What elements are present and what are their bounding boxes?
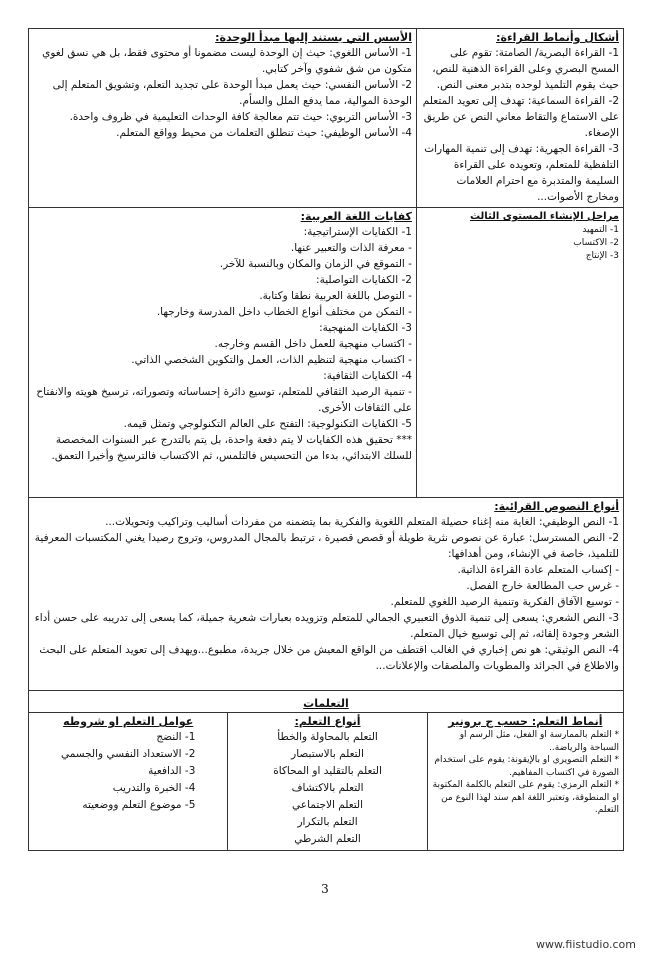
learning-table [28, 713, 624, 851]
text-type-line: - غرس حب المطالعة خارج الفصل. [466, 580, 619, 592]
reading-forms-cell [416, 29, 623, 208]
composition-stages-title: مراحل الإنشاء المستوى الثالث [469, 211, 619, 222]
list-item: 2- الاستعداد النفسي والجسمي [60, 748, 196, 760]
competency-line: - اكتساب منهجية للعمل داخل القسم وخارجه. [214, 338, 412, 350]
principle-4: 4- الأساس الوظيفي: حيث تنطلق التعلمات من محيط وواقع المتعلم. [116, 127, 412, 139]
reading-form-2: 2- القراءة السماعية: تهدف إلى تعويد المتعلم على الاستماع والتقاط معاني النص عن طريق الإصغاء. [422, 95, 619, 139]
watermark: www.fiistudio.com [535, 938, 636, 951]
text-type-line: 3- النص الشعري: يسعى إلى تنمية الذوق التعبيري الجمالي للمتعلم وتزويده بعبارات شعرية جميلة، كما يسعى إلى تدريبه على حسن أداء الشعر وجودة إلقائه، ثم إلى توسيع خيال المتعلم. [34, 612, 619, 640]
learnings-title: التعلمات [303, 697, 349, 710]
list-item: التعلم بالاستبصار [291, 748, 364, 760]
arabic-competencies-title: كفايات اللغة العربية: [300, 210, 412, 223]
competency-note: *** تحقيق هذه الكفايات لا يتم دفعة واحدة، بل يتم بالتدرج عبر السنوات المخصصة للسلك الابتدائي، بدءا من التحسيس فالتلمس، ثم الاكتساب فالترسيخ وأخيرا التعمق. [51, 434, 412, 462]
reading-forms-title: أشكال وأنماط القراءة: [496, 31, 619, 44]
unit-principles-cell [29, 29, 417, 208]
reading-texts-title: أنواع النصوص القرائية: [494, 500, 619, 513]
competency-line: 1- الكفايات الإستراتيجية: [303, 226, 412, 238]
list-item: 3- الإنتاج [585, 251, 619, 261]
principle-1: 1- الأساس اللغوي: حيث إن الوحدة ليست مضمونا أو محتوى فقط، بل هي نسق لغوي متكون من شق شفوي وآخر كتابي. [42, 47, 412, 75]
text-type-line: - توسيع الآفاق الفكرية وتنمية الرصيد اللغوي للمتعلم. [390, 596, 619, 608]
text-type-line: 1- النص الوظيفي: الغاية منه إغناء حصيلة المتعلم اللغوية والفكرية بما يتضمنه من مفردات أساليب وتراكيب وتحويلات... [105, 516, 619, 528]
learning-types-title: أنواع التعلم: [294, 715, 361, 728]
composition-stages-list [421, 224, 619, 263]
bruner-title: أنماط التعلم: حسب ج برونير [448, 715, 603, 728]
learning-factors-title: عوامل التعلم او شروطه [63, 715, 194, 728]
competency-line: 2- الكفايات التواصلية: [316, 274, 412, 286]
learning-types-list [232, 729, 422, 848]
principle-3: 3- الأساس التربوي: حيث تتم معالجة كافة الوحدات التعليمية في ظروف واحدة. [69, 111, 412, 123]
learning-factors-list [33, 729, 223, 814]
bruner-line: * التعلم بالممارسة او الفعل، مثل الرسم او السباحة والرياضة.. [459, 730, 619, 753]
competency-line: 5- الكفايات التكنولوجية: التفتح على العالم التكنولوجي وتمثل قيمه. [123, 418, 412, 430]
text-type-line: - إكساب المتعلم عادة القراءة الذاتية. [457, 564, 619, 576]
bruner-cell [427, 713, 623, 851]
competency-line: - التوصل باللغة العربية نطقا وكتابة. [259, 290, 412, 302]
list-item: 5- موضوع التعلم ووضعيته [82, 799, 196, 811]
list-item: 2- الاكتساب [573, 238, 619, 248]
principle-2: 2- الأساس النفسي: حيث يعمل مبدأ الوحدة على تجديد التعلم، وتشويق المتعلم إلى الوحدة الموالية، مما يدفع الملل والسأم. [52, 79, 412, 107]
list-item: 3- الدافعية [148, 765, 196, 777]
competency-line: - معرفة الذات والتعبير عنها. [290, 242, 412, 254]
content-table [28, 28, 624, 713]
competency-line: - التمكن من مختلف أنواع الخطاب داخل المدرسة وخارجها. [156, 306, 412, 318]
list-item: 1- التمهيد [582, 225, 619, 235]
bruner-line: * التعلم الرمزي: يقوم على التعلم بالكلمة المكتوبة او المنطوقة، وتعتبر اللغة اهم سند لهذا النوع من التعلم. [432, 780, 619, 815]
competency-line: 3- الكفايات المنهجية: [319, 322, 412, 334]
reading-form-3: 3- القراءة الجهرية: تهدف إلى تنمية المهارات التلفظية للمتعلم، وتعويده على القراءة السليمة والمتدبرة مع احترام العلامات ومخارج الأصوات... [424, 143, 619, 203]
reading-texts-cell [29, 498, 624, 691]
list-item: 1- النضج [156, 731, 196, 743]
composition-stages-cell [416, 208, 623, 498]
learning-factors-cell [29, 713, 228, 851]
list-item: التعلم الاجتماعي [292, 799, 364, 811]
bruner-line: * التعلم التصويري او بالإيقونة: يقوم على استخدام الصورة في اكتساب المفاهيم. [434, 755, 619, 778]
list-item: التعلم بالتقليد او المحاكاة [273, 765, 382, 777]
competency-line: - التموقع في الزمان والمكان وبالنسبة للآخر. [219, 258, 412, 270]
document-page [28, 28, 624, 851]
competency-line: - اكتساب منهجية لتنظيم الذات، العمل والتكوين الشخصي الذاتي. [131, 354, 412, 366]
reading-form-1: 1- القراءة البصرية/ الصامتة: تقوم على المسح البصري وعلى القراءة الذهنية للنص، حيث يقوم التلميذ لوحده بتدبر معنى النص. [432, 47, 619, 91]
list-item: التعلم الشرطي [294, 833, 361, 845]
text-type-line: 2- النص المسترسل: عبارة عن نصوص نثرية طويلة أو قصص قصيرة ، ترتبط بالمجال المدروس، وتروج رصيدا يغني المكتسبات المعرفية للتلميذ، خاصة في الإنشاء، ومن أهدافها: [34, 532, 619, 560]
learning-types-cell [228, 713, 427, 851]
learnings-header-cell [29, 691, 624, 713]
competency-line: 4- الكفايات الثقافية: [323, 370, 412, 382]
text-type-line: 4- النص الوثيقي: هو نص إخباري في الغالب اقتطف من الواقع المعيش من خلال جريدة، مطبوع...ويهدف إلى تعويد المتعلم على البحث والاطلاع في الجرائد والمطويات والملصقات والإعلانات... [39, 644, 619, 672]
arabic-competencies-cell [29, 208, 417, 498]
list-item: التعلم بالمحاولة والخطأ [277, 731, 378, 743]
unit-principles-title: الأسس التي يستند إليها مبدأ الوحدة: [215, 31, 412, 44]
list-item: التعلم بالتكرار [297, 816, 358, 828]
competency-line: - تنمية الرصيد الثقافي للمتعلم، توسيع دائرة إحساساته وتصوراته، ترسيخ هويته والانفتاح على الثقافات الأخرى. [36, 386, 412, 414]
list-item: التعلم بالاكتشاف [291, 782, 364, 794]
list-item: 4- الخبرة والتدريب [112, 782, 196, 794]
page-number: 3 [321, 882, 329, 896]
